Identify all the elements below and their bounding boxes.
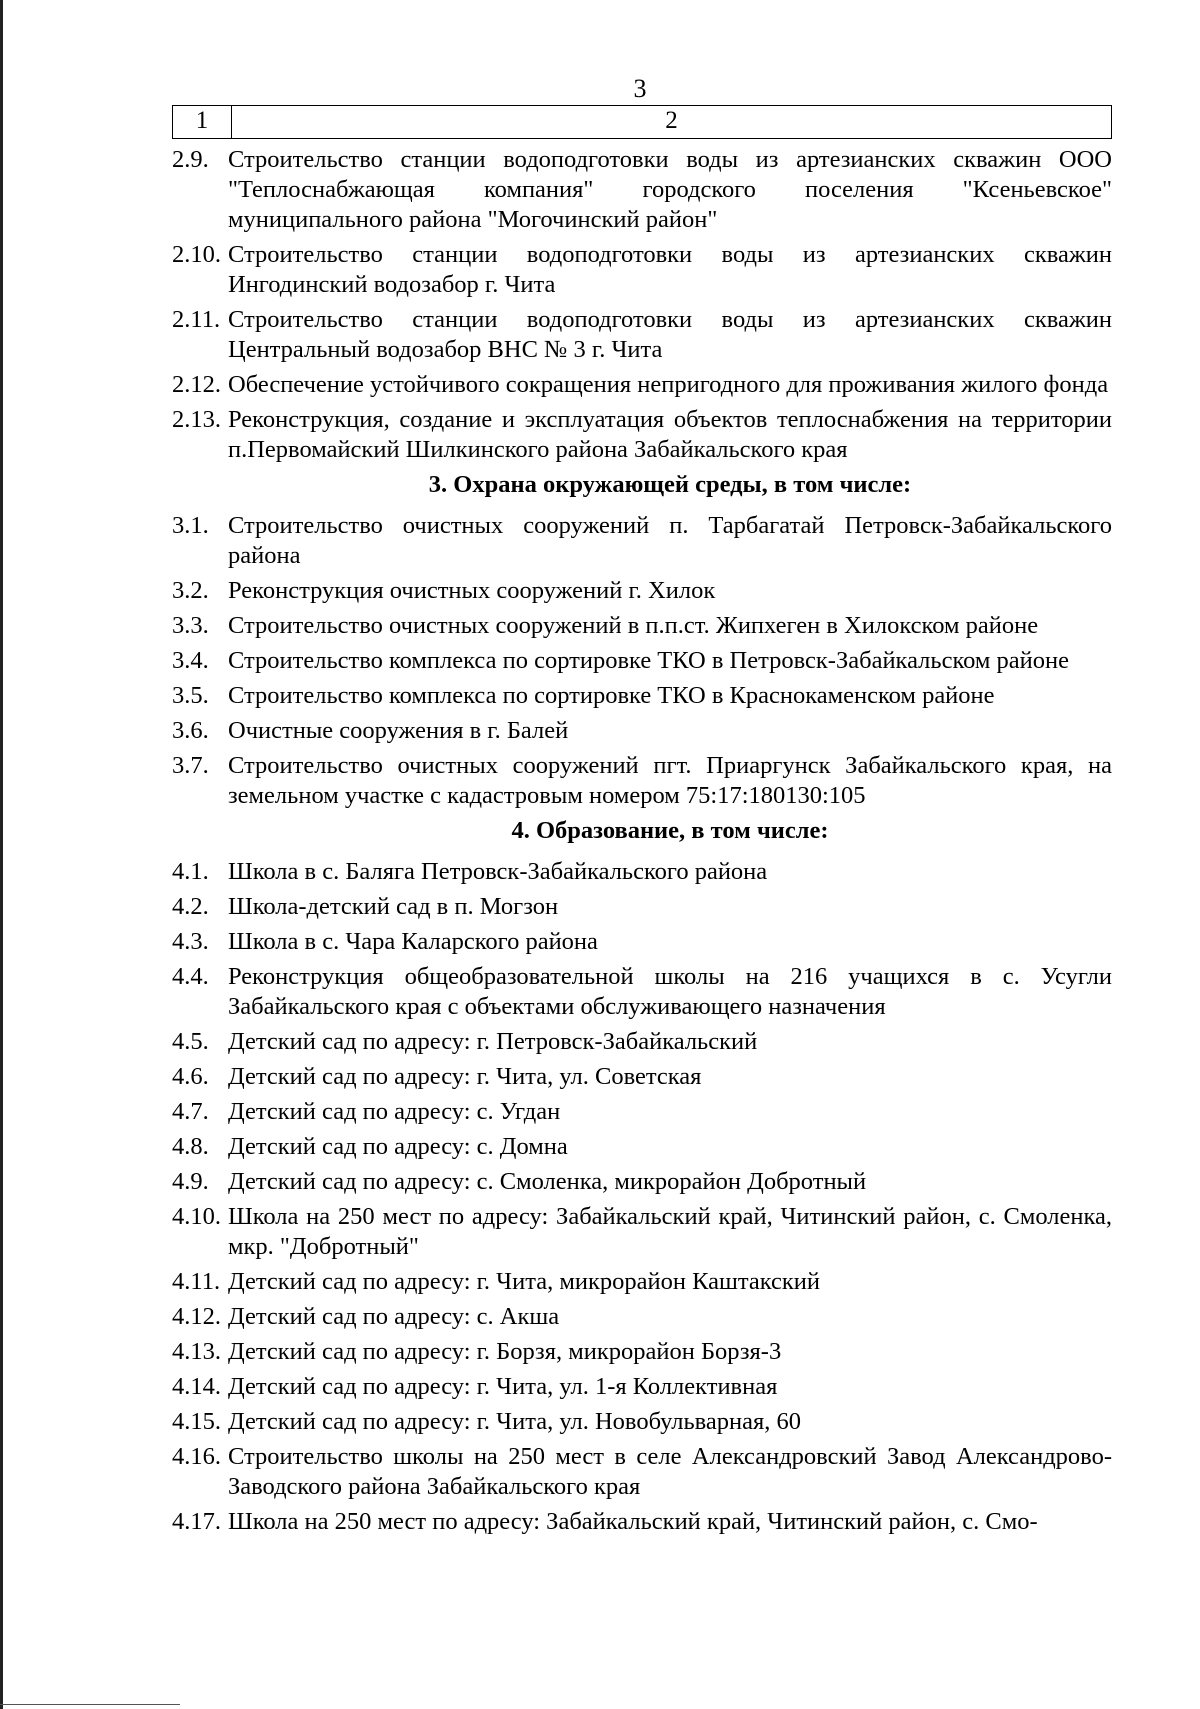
list-item bbox=[172, 892, 1112, 922]
item-number: 3.6. bbox=[172, 717, 209, 744]
table-header bbox=[172, 105, 1112, 139]
list-item bbox=[172, 857, 1112, 887]
list-item bbox=[172, 1097, 1112, 1127]
list-item bbox=[172, 1507, 1112, 1537]
item-number: 4.9. bbox=[172, 1168, 209, 1195]
item-number: 2.12. bbox=[172, 371, 221, 398]
item-text: Строительство школы на 250 мест в селе Александровский Завод Александрово-Заводского района Забайкальского края bbox=[228, 1443, 1112, 1500]
item-number: 3.4. bbox=[172, 647, 209, 674]
list-item bbox=[172, 1027, 1112, 1057]
item-text: Строительство очистных сооружений п. Тарбагатай Петровск-Забайкальского района bbox=[228, 512, 1112, 569]
item-number: 3.2. bbox=[172, 577, 209, 604]
list-item bbox=[172, 1062, 1112, 1092]
item-text: Строительство станции водоподготовки воды из артезианских скважин Центральный водозабор ВНС № 3 г. Чита bbox=[228, 306, 1112, 363]
list-item bbox=[172, 370, 1112, 400]
document-body bbox=[172, 145, 1112, 1542]
list-item bbox=[172, 145, 1112, 235]
list-item bbox=[172, 681, 1112, 711]
item-text: Детский сад по адресу: г. Борзя, микрорайон Борзя-3 bbox=[228, 1338, 782, 1365]
item-text: Школа в с. Чара Каларского района bbox=[228, 928, 598, 955]
item-number: 4.4. bbox=[172, 963, 209, 990]
item-number: 4.17. bbox=[172, 1508, 221, 1535]
item-text: Детский сад по адресу: с. Домна bbox=[228, 1133, 568, 1160]
item-text: Детский сад по адресу: г. Петровск-Забайкальский bbox=[228, 1028, 758, 1055]
item-text: Детский сад по адресу: г. Чита, ул. Новобульварная, 60 bbox=[228, 1408, 802, 1435]
item-text: Строительство комплекса по сортировке ТКО в Краснокаменском районе bbox=[228, 682, 995, 709]
item-text: Детский сад по адресу: с. Смоленка, микрорайон Добротный bbox=[228, 1168, 867, 1195]
list-item bbox=[172, 751, 1112, 811]
list-item bbox=[172, 1302, 1112, 1332]
item-text: Детский сад по адресу: г. Чита, ул. Советская bbox=[228, 1063, 702, 1090]
list-item bbox=[172, 405, 1112, 465]
scan-edge bbox=[0, 0, 3, 1709]
list-item bbox=[172, 1372, 1112, 1402]
item-text: Детский сад по адресу: с. Акша bbox=[228, 1303, 560, 1330]
item-number: 4.10. bbox=[172, 1203, 221, 1230]
list-item bbox=[172, 1442, 1112, 1502]
item-number: 3.5. bbox=[172, 682, 209, 709]
item-number: 2.11. bbox=[172, 306, 221, 333]
item-number: 3.7. bbox=[172, 752, 209, 779]
list-item bbox=[172, 1407, 1112, 1437]
item-text: Школа на 250 мест по адресу: Забайкальский край, Читинский район, с. Смоленка, мкр. "Добротный" bbox=[228, 1203, 1112, 1260]
item-text: Строительство очистных сооружений пгт. Приаргунск Забайкальского края, на земельном участке с кадастровым номером 75:17:180130:105 bbox=[228, 752, 1112, 809]
item-number: 4.3. bbox=[172, 928, 209, 955]
list-item bbox=[172, 1267, 1112, 1297]
list-item bbox=[172, 1167, 1112, 1197]
item-number: 2.13. bbox=[172, 406, 221, 433]
list-item bbox=[172, 576, 1112, 606]
item-number: 4.8. bbox=[172, 1133, 209, 1160]
item-number: 4.11. bbox=[172, 1268, 221, 1295]
item-number: 4.12. bbox=[172, 1303, 221, 1330]
item-number: 4.5. bbox=[172, 1028, 209, 1055]
item-number: 4.16. bbox=[172, 1443, 221, 1470]
list-item bbox=[172, 611, 1112, 641]
item-number: 3.1. bbox=[172, 512, 209, 539]
item-number: 2.9. bbox=[172, 146, 209, 173]
item-text: Реконструкция, создание и эксплуатация объектов теплоснабжения на территории п.Первомайский Шилкинского района Забайкальского края bbox=[228, 406, 1112, 463]
item-number: 4.15. bbox=[172, 1408, 221, 1435]
list-item bbox=[172, 240, 1112, 300]
list-item bbox=[172, 305, 1112, 365]
item-number: 2.10. bbox=[172, 241, 221, 268]
list-item bbox=[172, 1202, 1112, 1262]
list-item bbox=[172, 962, 1112, 1022]
section-title: 3. Охрана окружающей среды, в том числе: bbox=[428, 471, 912, 498]
column-2-header: 2 bbox=[665, 107, 678, 134]
item-number: 4.6. bbox=[172, 1063, 209, 1090]
list-item bbox=[172, 716, 1112, 746]
item-text: Строительство станции водоподготовки воды из артезианских скважин Ингодинский водозабор г. Чита bbox=[228, 241, 1112, 298]
item-number: 3.3. bbox=[172, 612, 209, 639]
page-number: 3 bbox=[633, 74, 647, 103]
item-text: Строительство комплекса по сортировке ТКО в Петровск-Забайкальском районе bbox=[228, 647, 1069, 674]
item-text: Школа-детский сад в п. Могзон bbox=[228, 893, 559, 920]
item-text: Реконструкция общеобразовательной школы на 216 учащихся в с. Усугли Забайкальского края с объектами обслуживающего назначения bbox=[228, 963, 1112, 1020]
list-item bbox=[172, 511, 1112, 571]
list-item bbox=[172, 1337, 1112, 1367]
list-item bbox=[172, 927, 1112, 957]
item-text: Строительство очистных сооружений в п.п.ст. Жипхеген в Хилокском районе bbox=[228, 612, 1039, 639]
item-text: Очистные сооружения в г. Балей bbox=[228, 717, 569, 744]
item-number: 4.2. bbox=[172, 893, 209, 920]
column-1-header: 1 bbox=[173, 106, 232, 138]
item-text: Школа на 250 мест по адресу: Забайкальский край, Читинский район, с. Смо- bbox=[228, 1508, 1038, 1535]
item-number: 4.7. bbox=[172, 1098, 209, 1125]
list-item bbox=[172, 1132, 1112, 1162]
section-title: 4. Образование, в том числе: bbox=[511, 817, 829, 844]
list-item bbox=[172, 646, 1112, 676]
item-number: 4.13. bbox=[172, 1338, 221, 1365]
item-text: Строительство станции водоподготовки воды из артезианских скважин ООО "Теплоснабжающая компания" городского поселения "Ксеньевское" муниципального района "Могочинский район" bbox=[228, 146, 1112, 233]
item-text: Обеспечение устойчивого сокращения непригодного для проживания жилого фонда bbox=[228, 371, 1109, 398]
item-number: 4.14. bbox=[172, 1373, 221, 1400]
item-number: 4.1. bbox=[172, 858, 209, 885]
item-text: Детский сад по адресу: г. Чита, микрорайон Каштакский bbox=[228, 1268, 820, 1295]
scan-footer-line bbox=[0, 1704, 180, 1705]
item-text: Детский сад по адресу: с. Угдан bbox=[228, 1098, 561, 1125]
item-text: Школа в с. Баляга Петровск-Забайкальского района bbox=[228, 858, 768, 885]
item-text: Реконструкция очистных сооружений г. Хилок bbox=[228, 577, 716, 604]
item-text: Детский сад по адресу: г. Чита, ул. 1-я Коллективная bbox=[228, 1373, 778, 1400]
